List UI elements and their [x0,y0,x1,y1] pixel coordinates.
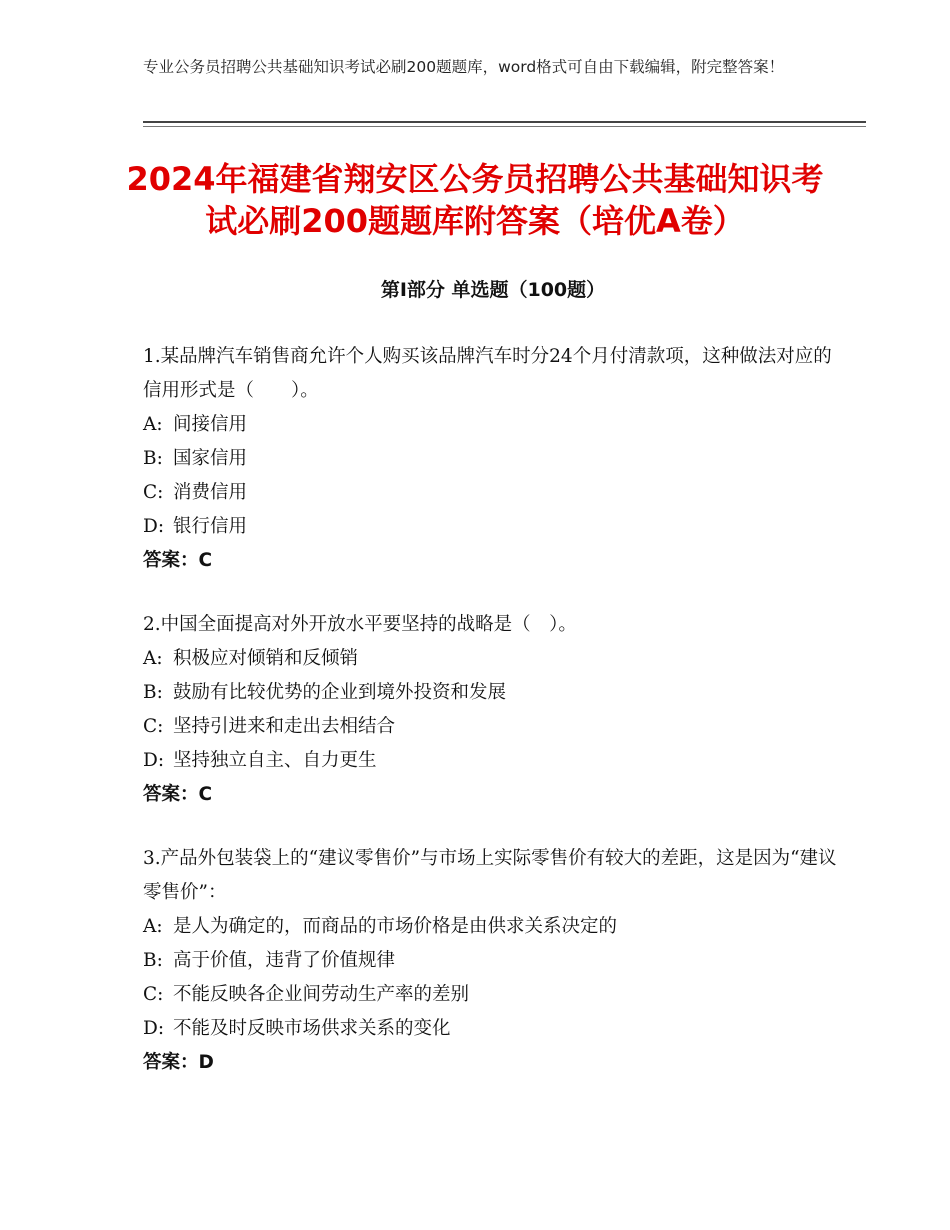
question-stem: 1.某品牌汽车销售商允许个人购买该品牌汽车时分24个月付清款项，这种做法对应的信用形式是（ ）。 [143,346,832,401]
header-divider-thick [143,121,866,123]
option-text: 鼓励有比较优势的企业到境外投资和发展 [173,682,507,703]
option-a [143,408,843,442]
option-key: B: [143,682,163,703]
option-text: 坚持独立自主、自力更生 [173,750,377,771]
answer-line: 答案：C [143,784,213,805]
option-key: A: [143,414,163,435]
option-text: 不能及时反映市场供求关系的变化 [173,1018,451,1039]
option-key: D: [143,1018,165,1039]
option-text: 不能反映各企业间劳动生产率的差别 [173,984,470,1005]
option-text: 积极应对倾销和反倾销 [173,648,359,669]
option-key: A: [143,916,163,937]
section-title: 第Ⅰ部分 单选题（100题） [380,279,606,301]
option-text: 银行信用 [173,516,248,537]
option-a [143,910,843,944]
header-note: 专业公务员招聘公共基础知识考试必刷200题题库，word格式可自由下载编辑，附完整答案！ [143,58,785,76]
question-2 [143,608,843,812]
question-list [143,340,843,1110]
option-d [143,1012,843,1046]
answer-line: 答案：C [143,550,213,571]
option-text: 国家信用 [173,448,248,469]
option-c [143,710,843,744]
option-b [143,944,843,978]
option-key: D: [143,750,165,771]
option-key: C: [143,482,164,503]
option-c [143,978,843,1012]
option-text: 高于价值，违背了价值规律 [173,950,396,971]
header-divider-thin [143,126,866,127]
question-stem: 2.中国全面提高对外开放水平要坚持的战略是（ ）。 [143,614,577,635]
option-b [143,676,843,710]
document-title: 2024年福建省翔安区公务员招聘公共基础知识考试必刷200题题库附答案（培优A卷） [126,160,824,240]
question-3 [143,842,843,1080]
answer-line: 答案：D [143,1052,214,1073]
question-stem: 3.产品外包装袋上的“建议零售价”与市场上实际零售价有较大的差距，这是因为“建议零售价”： [143,848,837,903]
option-d [143,510,843,544]
option-key: D: [143,516,165,537]
option-d [143,744,843,778]
option-key: A: [143,648,163,669]
option-text: 消费信用 [173,482,248,503]
option-text: 是人为确定的，而商品的市场价格是由供求关系决定的 [173,916,618,937]
option-b [143,442,843,476]
option-text: 坚持引进来和走出去相结合 [173,716,396,737]
option-key: C: [143,716,164,737]
question-1 [143,340,843,578]
option-text: 间接信用 [173,414,248,435]
option-c [143,476,843,510]
option-key: C: [143,984,164,1005]
option-key: B: [143,950,163,971]
option-key: B: [143,448,163,469]
option-a [143,642,843,676]
